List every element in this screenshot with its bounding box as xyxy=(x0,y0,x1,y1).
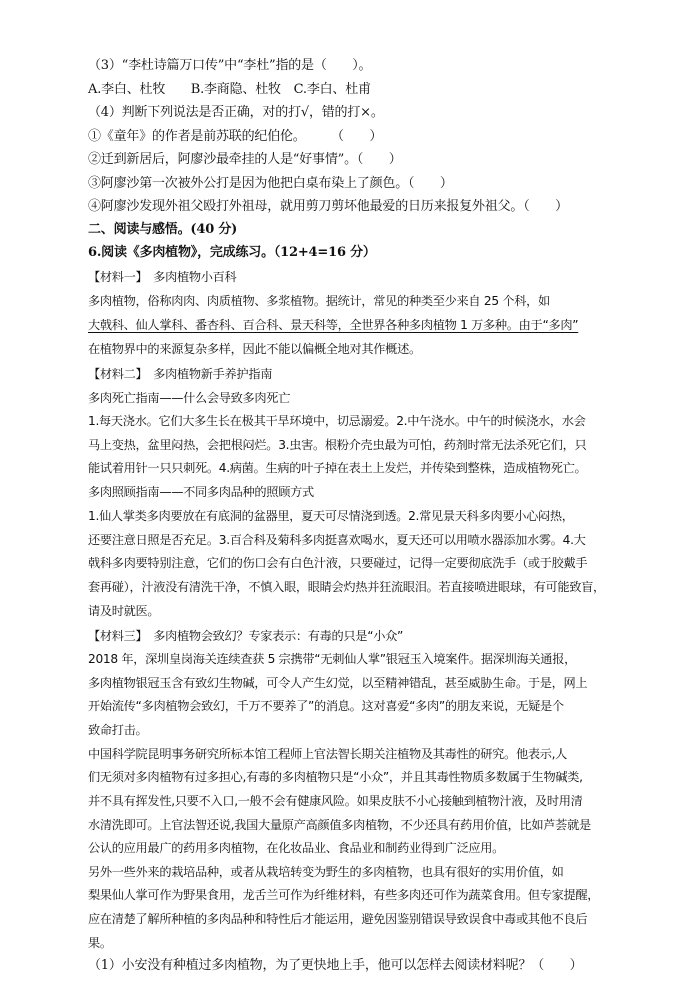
material-2-line: 1.仙人掌类多肉要放在有底洞的盆器里，夏天可尽情浇到透。2.常见景天科多肉要小心闷热， xyxy=(88,509,574,523)
section-2-heading: 二、阅读与感悟。(40 分) xyxy=(88,222,238,237)
material-3-line: 并不具有挥发性,只要不入口,一般不会有健康风险。如果皮肤不小心接触到植物汁液，及时用清 xyxy=(88,794,583,808)
material-2-line: 还要注意日照是否充足。3.百合科及菊科多肉挺喜欢喝水，夏天还可以用喷水器添加水雾。4.大 xyxy=(88,533,586,547)
material-1-title: 【材料一】 多肉植物小百科 xyxy=(88,270,237,284)
material-3-line: 应在清楚了解所种植的多肉品种和特性后才能运用，避免因鉴别错误导致误食中毒或其他不良后 xyxy=(88,912,588,926)
question-3-options: A.李白、杜牧 B.李商隐、杜牧 C.李白、杜甫 xyxy=(88,82,371,97)
material-3-line: 公认的应用最广的药用多肉植物，在化妆品业、食品业和制药业得到广泛应用。 xyxy=(88,841,505,855)
material-2-line: 戟科多肉要特别注意，它们的伤口会有白色汁液，只要碰过，记得一定要彻底洗手（或于胶戴手 xyxy=(88,556,588,570)
question-3: （3）“李杜诗篇万口传”中“李杜”指的是（ ）。 xyxy=(88,58,372,73)
material-2-subheading: 多肉照顾指南——不同多肉品种的照顾方式 xyxy=(88,485,314,499)
material-2-line: 1.每天浇水。它们大多生长在极其干旱环境中，切忌溺爱。2.中午浇水。中午的时候浇水，水会 xyxy=(88,414,586,428)
material-1-line: 多肉植物，俗称肉肉、肉质植物、多浆植物。据统计，常见的种类至少来自 25 个科，如 xyxy=(88,294,550,308)
question-6-heading: 6.阅读《多肉植物》，完成练习。（12+4=16 分） xyxy=(88,245,376,260)
question-4-item-3: ③阿廖沙第一次被外公打是因为他把白桌布染上了颜色。（ ） xyxy=(88,176,453,191)
subquestion-1: （1）小安没有种植过多肉植物，为了更快地上手，他可以怎样去阅读材料呢？（ ） xyxy=(88,958,583,973)
material-3-line: 2018 年，深圳皇岗海关连续查获 5 宗携带“无刺仙人掌”银冠玉入境案件。据深圳海关通报， xyxy=(88,652,576,666)
material-3-line: 果。 xyxy=(88,936,112,950)
material-1-line: 在植物界中的来源复杂多样，因此不能以偏概全地对其作概述。 xyxy=(88,342,421,356)
material-3-line: 开始流传“多肉植物会致幻，千万不要养了”的消息。这对喜爱“多肉”的朋友来说，无疑是个 xyxy=(88,699,564,713)
material-3-line: 致命打击。 xyxy=(88,723,148,737)
material-3-line: 水清洗即可。上官法智还说,我国大量原产高颜值多肉植物，不少还具有药用价值，比如芦荟就是 xyxy=(88,818,591,832)
material-2-subheading: 多肉死亡指南——什么会导致多肉死亡 xyxy=(88,391,291,405)
question-4-item-2: ②迁到新居后，阿廖沙最牵挂的人是“好事情”。（ ） xyxy=(88,152,402,167)
material-2-title: 【材料二】 多肉植物新手养护指南 xyxy=(88,367,273,381)
material-2-line: 能试着用针一只只刺死。4.病菌。生病的叶子掉在表土上发烂，并传染到整株，造成植物死亡。 xyxy=(88,461,587,475)
material-2-line: 请及时就医。 xyxy=(88,604,160,618)
material-3-title: 【材料三】 多肉植物会致幻？专家表示：有毒的只是“小众” xyxy=(88,629,404,643)
material-3-line: 梨果仙人掌可作为野果食用，龙舌兰可作为纤维材料，有些多肉还可作为蔬菜食用。但专家提醒， xyxy=(88,888,600,902)
material-2-line: 套再碰），汁液没有清洗干净，不慎入眼，眼睛会灼热并狂流眼泪。若直接喷进眼球，有可能致盲， xyxy=(88,580,605,594)
question-4: （4）判断下列说法是否正确，对的打√，错的打×。 xyxy=(88,105,384,120)
material-1-line: 大戟科、仙人掌科、番杏科、百合科、景天科等，全世界各种多肉植物 1 万多种。由于“多肉” xyxy=(88,318,579,332)
material-3-line: 中国科学院昆明事务研究所标本馆工程师上官法智长期关注植物及其毒性的研究。他表示,人 xyxy=(88,747,568,761)
material-2-line: 马上变热，盆里闷热，会把根闷烂。3.虫害。根粉介壳虫最为可怕，药剂时常无法杀死它们，只 xyxy=(88,438,587,452)
material-3-line: 另外一些外来的栽培品种，或者从栽培转变为野生的多肉植物，也具有很好的实用价值，如 xyxy=(88,865,564,879)
material-3-line: 多肉植物银冠玉含有致幻生物碱，可令人产生幻觉，以至精神错乱，甚至威胁生命。于是，网上 xyxy=(88,676,588,690)
material-3-line: 们无须对多肉植物有过多担心,有毒的多肉植物只是“小众”，并且其毒性物质多数属于生物碱类, xyxy=(88,770,583,784)
question-4-item-4: ④阿廖沙发现外祖父殴打外祖母，就用剪刀剪坏他最爱的日历来报复外祖父。（ ） xyxy=(88,199,568,214)
question-4-item-1: ①《童年》的作者是前苏联的纪伯伦。 （ ） xyxy=(88,129,383,144)
